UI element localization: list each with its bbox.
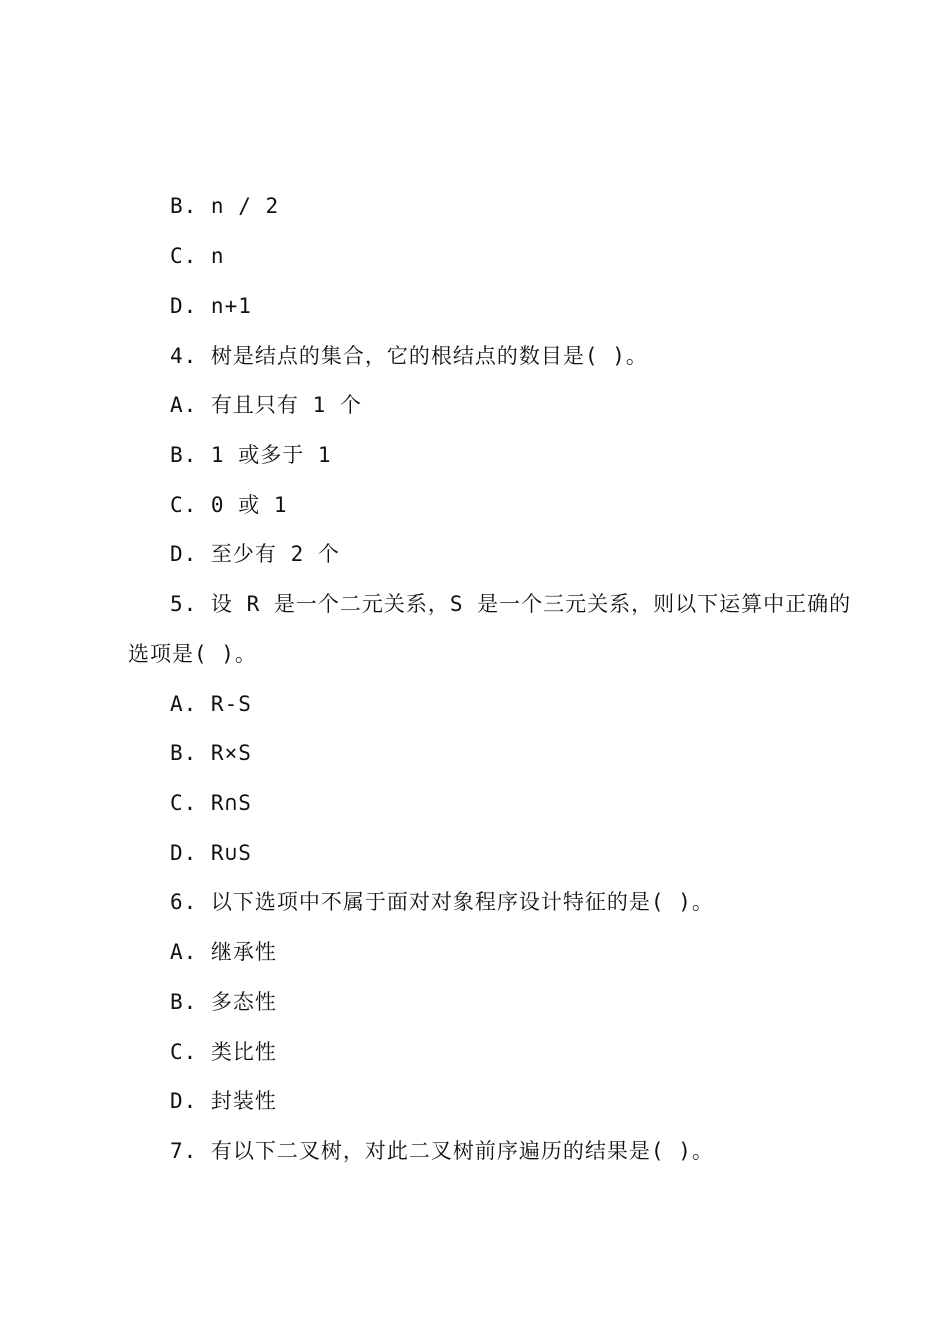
question-5-continuation: 选项是( )。 <box>128 642 257 666</box>
q5-option-d: D. R∪S <box>170 841 252 865</box>
q6-option-b: B. 多态性 <box>170 990 277 1014</box>
q3-option-b: B. n / 2 <box>170 194 280 218</box>
question-5: 5. 设 R 是一个二元关系，S 是一个三元关系，则以下运算中正确的 <box>170 592 852 616</box>
q3-option-c: C. n <box>170 244 225 268</box>
q4-option-c: C. 0 或 1 <box>170 493 288 517</box>
q6-option-c: C. 类比性 <box>170 1040 277 1064</box>
q4-option-a: A. 有且只有 1 个 <box>170 393 362 417</box>
q3-option-d: D. n+1 <box>170 294 252 318</box>
question-6: 6. 以下选项中不属于面对对象程序设计特征的是( )。 <box>170 890 714 914</box>
question-4: 4. 树是结点的集合，它的根结点的数目是( )。 <box>170 344 648 368</box>
q4-option-d: D. 至少有 2 个 <box>170 542 340 566</box>
q5-option-b: B. R×S <box>170 741 252 765</box>
q4-option-b: B. 1 或多于 1 <box>170 443 332 467</box>
q5-option-c: C. R∩S <box>170 791 252 815</box>
question-7: 7. 有以下二叉树，对此二叉树前序遍历的结果是( )。 <box>170 1139 714 1163</box>
q6-option-d: D. 封装性 <box>170 1089 277 1113</box>
q6-option-a: A. 继承性 <box>170 940 277 964</box>
q5-option-a: A. R-S <box>170 692 252 716</box>
